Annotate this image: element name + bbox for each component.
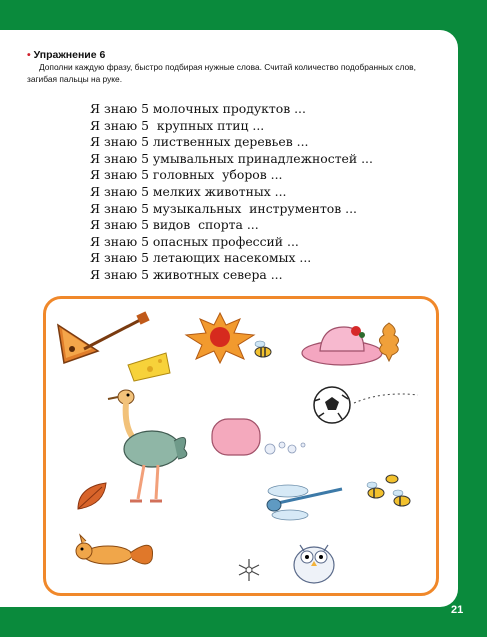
dragonfly-icon (254, 479, 346, 525)
owl-icon (288, 535, 340, 585)
soccer-ball-icon (312, 385, 422, 425)
phrase-item: Я знаю 5 летающих насекомых ... (90, 250, 312, 266)
exercise-instruction: Дополни каждую фразу, быстро подбирая нужные слова. Считай количество подобранных слов, загибая пальцы на руке. (27, 62, 416, 84)
bee-icon (250, 339, 276, 361)
bees-icon (362, 471, 416, 513)
phrase-item: Я знаю 5 животных севера ... (90, 266, 283, 282)
page-edge-band (458, 0, 487, 637)
autumn-leaf-icon (74, 479, 110, 513)
phrase-item: Я знаю 5 крупных птиц ... (90, 117, 265, 133)
hat-icon (298, 317, 386, 371)
phrase-item: Я знаю 5 лиственных деревьев ... (90, 134, 309, 150)
soap-icon (210, 415, 310, 465)
ostrich-icon (104, 387, 194, 513)
phrase-item: Я знаю 5 опасных профессий ... (90, 233, 299, 249)
phrase-item: Я знаю 5 молочных продуктов ... (90, 101, 306, 116)
exercise-title: Упражнение 6 (33, 49, 106, 61)
phrase-item: Я знаю 5 умывальных принадлежностей ... (90, 150, 373, 166)
illustration-frame (43, 296, 439, 596)
squirrel-icon (68, 529, 160, 575)
phrase-item: Я знаю 5 видов спорта ... (90, 217, 259, 233)
phrase-list (90, 101, 373, 284)
bullet-icon: • (27, 49, 31, 61)
oak-leaf-icon (374, 321, 404, 363)
phrase-item: Я знаю 5 музыкальных инструментов ... (90, 200, 357, 216)
phrase-item: Я знаю 5 мелких животных ... (90, 183, 287, 199)
exercise-heading (27, 49, 105, 61)
phrase-item: Я знаю 5 головных уборов ... (90, 167, 283, 183)
cheese-icon (126, 351, 172, 383)
snowflake-icon (236, 557, 262, 583)
maple-leaf-icon (184, 309, 258, 365)
page-number: 21 (451, 604, 464, 616)
